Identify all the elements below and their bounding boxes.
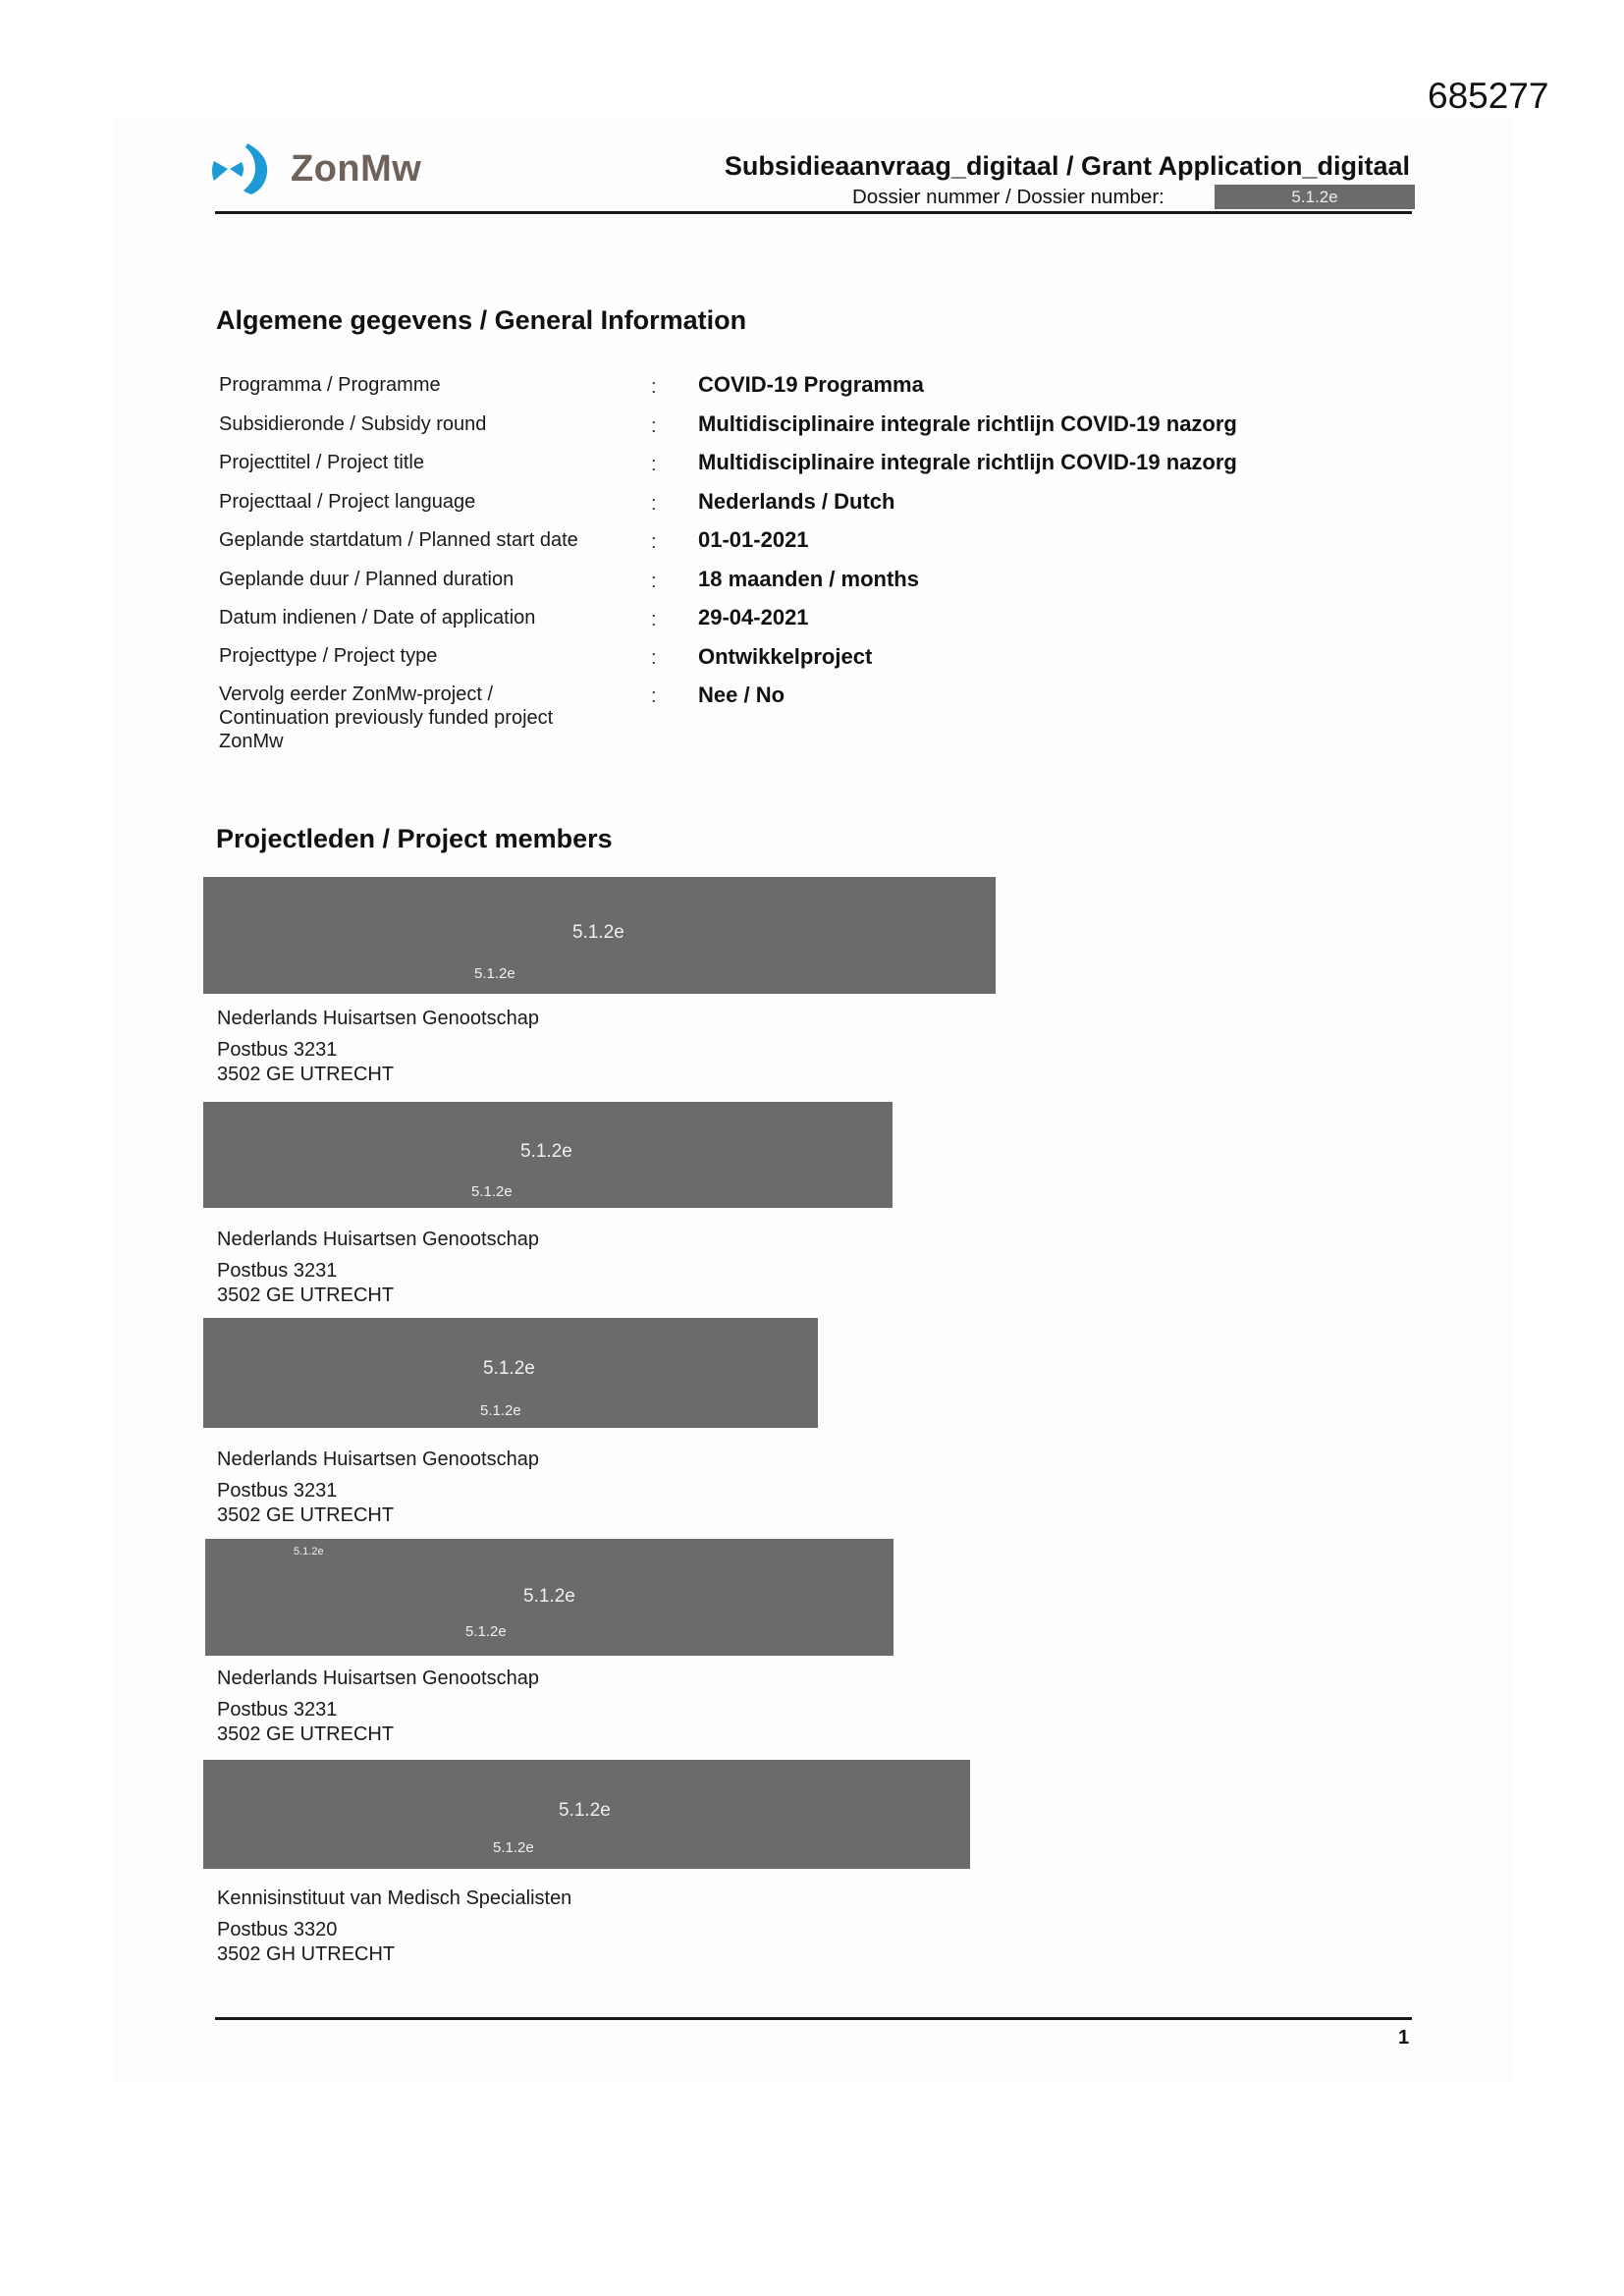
redaction-code: 5.1.2e	[572, 922, 624, 943]
row-colon: :	[651, 571, 657, 592]
member-city: 3502 GH UTRECHT	[217, 1943, 396, 1965]
redacted-member-name	[205, 1539, 893, 1656]
redaction-code: 5.1.2e	[483, 1358, 535, 1379]
member-address: Postbus 3231	[217, 1480, 338, 1502]
page-number: 1	[1398, 2027, 1410, 2049]
member-city: 3502 GE UTRECHT	[217, 1285, 395, 1306]
redaction-code: 5.1.2e	[471, 1183, 513, 1200]
header-divider	[215, 211, 1412, 214]
row-value-subsidy-round: Multidisciplinaire integrale richtlijn COVID-19 nazorg	[698, 411, 1237, 436]
zonmw-logo-icon	[212, 141, 275, 196]
member-address: Postbus 3320	[217, 1919, 338, 1941]
row-colon: :	[651, 493, 657, 515]
footer-divider	[215, 2017, 1412, 2020]
member-organisation: Kennisinstituut van Medisch Specialisten	[217, 1887, 572, 1909]
row-colon: :	[651, 647, 657, 669]
member-organisation: Nederlands Huisartsen Genootschap	[217, 1229, 539, 1250]
row-value-continuation: Nee / No	[698, 683, 785, 707]
project-members-title: Projectleden / Project members	[216, 824, 613, 853]
logo-text: ZonMw	[291, 148, 422, 190]
dossier-number-label: Dossier nummer / Dossier number:	[852, 186, 1164, 208]
redacted-member-name	[203, 1318, 818, 1428]
redaction-code: 5.1.2e	[559, 1800, 611, 1821]
redaction-code: 5.1.2e	[520, 1141, 572, 1162]
row-label-project-type: Projecttype / Project type	[219, 645, 438, 667]
row-label-project-language: Projecttaal / Project language	[219, 491, 476, 513]
row-value-project-title: Multidisciplinaire integrale richtlijn COVID-19 nazorg	[698, 450, 1237, 474]
redacted-member-name	[203, 877, 996, 994]
row-label-application-date: Datum indienen / Date of application	[219, 607, 536, 629]
row-label-start-date: Geplande startdatum / Planned start date	[219, 529, 578, 551]
member-organisation: Nederlands Huisartsen Genootschap	[217, 1008, 539, 1029]
redacted-member-name	[203, 1102, 893, 1208]
row-value-programme: COVID-19 Programma	[698, 372, 924, 397]
redaction-code: 5.1.2e	[480, 1402, 521, 1419]
zonmw-logo	[212, 141, 438, 196]
row-label-continuation-line2: Continuation previously funded project	[219, 707, 554, 729]
redaction-code: 5.1.2e	[523, 1586, 575, 1607]
member-city: 3502 GE UTRECHT	[217, 1504, 395, 1526]
row-label-continuation-line1: Vervolg eerder ZonMw-project /	[219, 683, 494, 705]
redacted-member-name	[203, 1760, 970, 1869]
document-title: Subsidieaanvraag_digitaal / Grant Application_digitaal	[724, 151, 1410, 181]
row-label-duration: Geplande duur / Planned duration	[219, 569, 514, 590]
row-value-duration: 18 maanden / months	[698, 567, 919, 591]
row-value-project-language: Nederlands / Dutch	[698, 489, 895, 514]
row-value-application-date: 29-04-2021	[698, 605, 809, 629]
member-city: 3502 GE UTRECHT	[217, 1723, 395, 1745]
redaction-code: 5.1.2e	[493, 1839, 534, 1856]
row-colon: :	[651, 609, 657, 630]
row-colon: :	[651, 454, 657, 475]
redaction-code: 5.1.2e	[294, 1546, 324, 1558]
redaction-code: 5.1.2e	[465, 1623, 507, 1640]
row-label-continuation-line3: ZonMw	[219, 731, 284, 752]
document-id: 685277	[1428, 76, 1549, 116]
member-city: 3502 GE UTRECHT	[217, 1064, 395, 1085]
member-organisation: Nederlands Huisartsen Genootschap	[217, 1449, 539, 1470]
member-address: Postbus 3231	[217, 1260, 338, 1282]
redaction-code: 5.1.2e	[474, 965, 515, 982]
row-label-programme: Programma / Programme	[219, 374, 441, 396]
member-address: Postbus 3231	[217, 1699, 338, 1721]
row-colon: :	[651, 531, 657, 553]
member-address: Postbus 3231	[217, 1039, 338, 1061]
row-label-subsidy-round: Subsidieronde / Subsidy round	[219, 413, 487, 435]
row-value-project-type: Ontwikkelproject	[698, 644, 873, 669]
row-colon: :	[651, 376, 657, 398]
general-info-title: Algemene gegevens / General Information	[216, 305, 747, 335]
dossier-number-redacted: 5.1.2e	[1215, 185, 1415, 209]
row-colon: :	[651, 685, 657, 707]
row-label-project-title: Projecttitel / Project title	[219, 452, 424, 473]
member-organisation: Nederlands Huisartsen Genootschap	[217, 1667, 539, 1689]
row-colon: :	[651, 415, 657, 437]
row-value-start-date: 01-01-2021	[698, 527, 809, 552]
